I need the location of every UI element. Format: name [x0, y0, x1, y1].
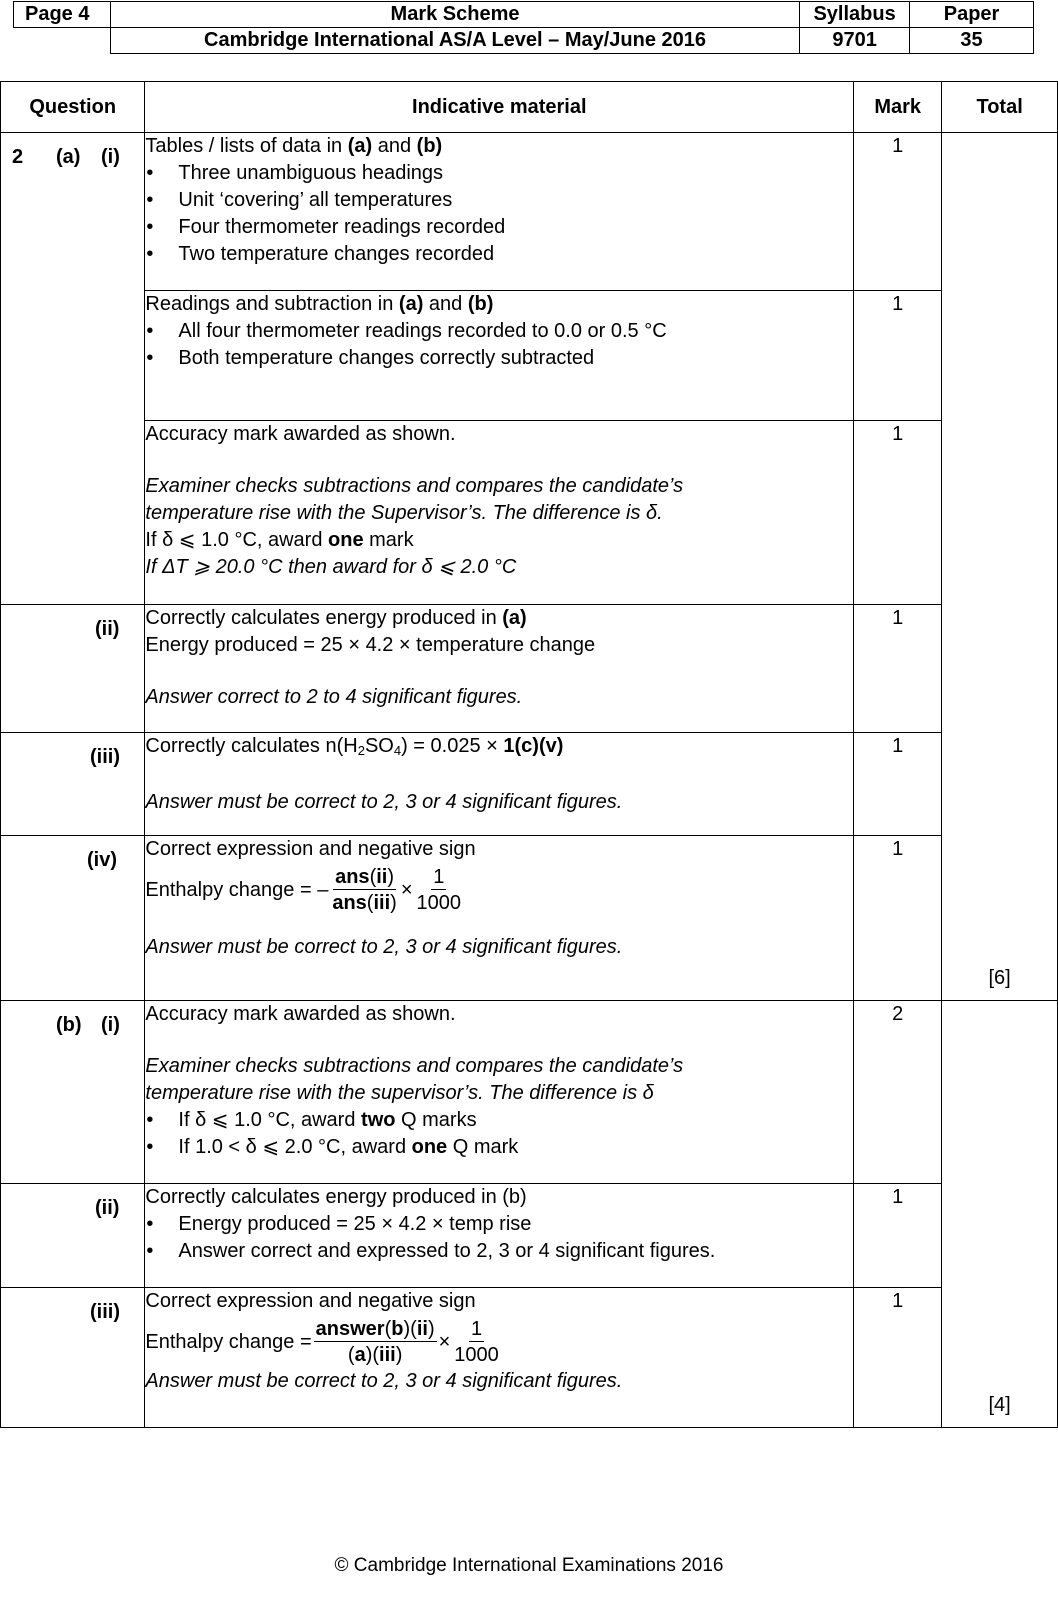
- exam-title: Cambridge International AS/A Level – May/June 2016: [110, 28, 799, 54]
- material-text: Accuracy mark awarded as shown.: [145, 423, 456, 445]
- paper-label: Paper: [910, 2, 1034, 28]
- list-item: • Three unambiguous headings: [145, 160, 853, 187]
- mark-value: 2: [854, 1001, 942, 1184]
- mark-value: 1: [854, 1184, 942, 1288]
- mark-value: 1: [854, 421, 942, 605]
- examiner-note: If ΔT ⩾ 20.0 °C then award for δ ⩽ 2.0 °C: [145, 556, 517, 578]
- mark-scheme-table: [0, 81, 1058, 1428]
- col-total: Total: [942, 82, 1058, 133]
- material-text: Correctly calculates energy produced in (a): [145, 607, 527, 629]
- examiner-note: temperature rise with the supervisor’s. The difference is δ: [145, 1082, 654, 1104]
- page-number: Page 4: [14, 2, 111, 28]
- table-row: [1, 733, 1058, 836]
- material-intro: Tables / lists of data in (a) and (b): [145, 135, 443, 157]
- material-cell: [145, 291, 854, 421]
- list-item: • If 1.0 < δ ⩽ 2.0 °C, award one Q mark: [145, 1134, 853, 1161]
- subpart-label: (iii): [90, 1301, 120, 1323]
- list-item: • Two temperature changes recorded: [145, 241, 853, 268]
- bullet-list: [145, 160, 853, 268]
- material-text: If δ ⩽ 1.0 °C, award one mark: [145, 529, 414, 551]
- col-material: Indicative material: [145, 82, 854, 133]
- copyright-footer: © Cambridge International Examinations 2016: [334, 1555, 724, 1576]
- mark-value: 1: [854, 733, 942, 836]
- fraction: $\frac{\text{answer(b)(ii)}}{\text{(a)(iii)}}$: [315, 1318, 435, 1366]
- table-row: [1, 836, 1058, 1001]
- material-cell: [145, 1001, 854, 1184]
- document-type: Mark Scheme: [110, 2, 799, 28]
- table-row: [1, 1288, 1058, 1428]
- col-mark: Mark: [854, 82, 942, 133]
- bullet-list: [145, 318, 853, 372]
- mark-value: 1: [854, 291, 942, 421]
- question-cell-2a-ii: [1, 605, 145, 733]
- total-value: [6]: [942, 133, 1058, 1001]
- material-text: Accuracy mark awarded as shown.: [145, 1003, 456, 1025]
- material-cell: [145, 133, 854, 291]
- header-table: [13, 1, 1034, 54]
- mark-value: 1: [854, 133, 942, 291]
- question-cell-2b-ii: [1, 1184, 145, 1288]
- material-intro: Readings and subtraction in (a) and (b): [145, 293, 494, 315]
- col-question: Question: [1, 82, 145, 133]
- list-item: • Unit ‘covering’ all temperatures: [145, 187, 853, 214]
- mark-value: 1: [854, 1288, 942, 1428]
- total-value: [4]: [942, 1001, 1058, 1428]
- material-text: Correct expression and negative sign: [145, 838, 476, 860]
- examiner-note: Answer must be correct to 2, 3 or 4 significant figures.: [145, 1370, 623, 1392]
- material-cell: [145, 605, 854, 733]
- material-cell: [145, 1184, 854, 1288]
- table-row: [1, 1184, 1058, 1288]
- syllabus-code: 9701: [800, 28, 910, 54]
- question-cell-2a-iii: [1, 733, 145, 836]
- bullet-list: [145, 1107, 853, 1161]
- list-item: • If δ ⩽ 1.0 °C, award two Q marks: [145, 1107, 853, 1134]
- material-text: Energy produced = 25 × 4.2 × temperature change: [145, 634, 596, 656]
- table-row: [1, 133, 1058, 291]
- mark-value: 1: [854, 605, 942, 733]
- list-item: • Energy produced = 25 × 4.2 × temp rise: [145, 1211, 853, 1238]
- examiner-note: Answer correct to 2 to 4 significant figures.: [145, 686, 523, 708]
- subpart-label: (ii): [95, 1197, 120, 1219]
- header-blank-cell: [14, 28, 111, 54]
- enthalpy-equation: Enthalpy change = $\frac{\text{answer(b)(ii)}}{\text{(a)(iii)}}$ × $\frac{1}{1000}$: [145, 1318, 499, 1366]
- examiner-note: Answer must be correct to 2, 3 or 4 significant figures.: [145, 791, 623, 813]
- subpart-label: (i): [101, 146, 120, 168]
- column-header-row: [1, 82, 1058, 133]
- material-cell: [145, 421, 854, 605]
- fraction: $\frac{\text{ans(ii)}}{\text{ans(iii)}}$: [332, 866, 397, 914]
- question-cell-2a-iv: [1, 836, 145, 1001]
- material-cell: [145, 836, 854, 1001]
- subpart-label: (iv): [87, 849, 117, 871]
- table-row: [1, 291, 1058, 421]
- fraction: $\frac{1}{1000}$: [454, 1318, 499, 1366]
- table-row: [1, 1001, 1058, 1184]
- part-label-b: (b): [56, 1014, 82, 1036]
- enthalpy-equation: Enthalpy change = – $\frac{\text{ans(ii)}}{\text{ans(iii)}}$ × $\frac{1}{1000}$: [145, 866, 461, 914]
- examiner-note: temperature rise with the Supervisor’s. The difference is δ.: [145, 502, 663, 524]
- subpart-label: (i): [101, 1014, 120, 1036]
- examiner-note: Examiner checks subtractions and compares the candidate’s: [145, 1055, 684, 1077]
- paper-number: 35: [910, 28, 1034, 54]
- list-item: • Four thermometer readings recorded: [145, 214, 853, 241]
- table-row: [1, 605, 1058, 733]
- examiner-note: Examiner checks subtractions and compares the candidate’s: [145, 475, 684, 497]
- list-item: • Answer correct and expressed to 2, 3 or 4 significant figures.: [145, 1238, 853, 1265]
- list-item: • All four thermometer readings recorded to 0.0 or 0.5 °C: [145, 318, 853, 345]
- question-cell-2b-iii: [1, 1288, 145, 1428]
- material-text: Correct expression and negative sign: [145, 1290, 476, 1312]
- material-text: Correctly calculates energy produced in (b): [145, 1186, 527, 1208]
- material-text: Correctly calculates $n(H_2SO_4) = 0.025 \times 1(c)(v)$: [145, 735, 564, 758]
- subpart-label: (ii): [95, 618, 120, 640]
- syllabus-label: Syllabus: [800, 2, 910, 28]
- material-cell: [145, 733, 854, 836]
- mark-value: 1: [854, 836, 942, 1001]
- examiner-note: Answer must be correct to 2, 3 or 4 significant figures.: [145, 936, 623, 958]
- list-item: • Both temperature changes correctly subtracted: [145, 345, 853, 372]
- table-row: [1, 421, 1058, 605]
- material-cell: [145, 1288, 854, 1428]
- question-number: 2: [12, 146, 24, 168]
- question-cell-2a-i: [1, 133, 145, 605]
- fraction: $\frac{1}{1000}$: [416, 866, 461, 914]
- part-label-a: (a): [56, 146, 81, 168]
- question-cell-2b-i: [1, 1001, 145, 1184]
- bullet-list: [145, 1211, 853, 1265]
- subpart-label: (iii): [90, 746, 120, 768]
